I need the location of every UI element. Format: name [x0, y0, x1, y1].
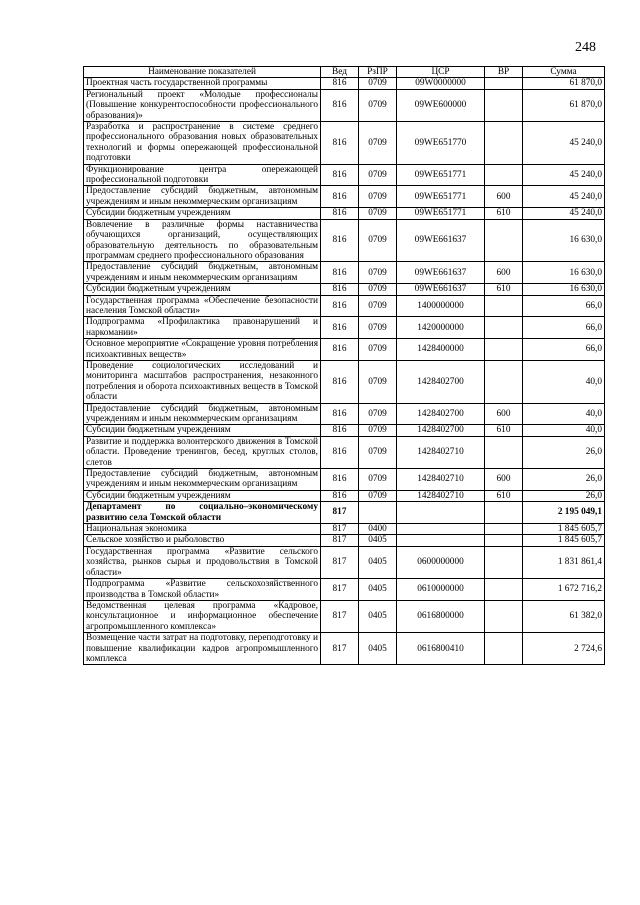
table-row: [84, 502, 605, 524]
cell-vr: [485, 502, 523, 524]
cell-csr: [397, 524, 485, 535]
table-row: [84, 490, 605, 501]
cell-vr: 610: [485, 490, 523, 501]
cell-ved: 817: [321, 546, 359, 578]
cell-csr: 09WE651771: [397, 164, 485, 186]
cell-rzpr: 0709: [359, 469, 397, 491]
table-row: [84, 186, 605, 208]
cell-csr: 1400000000: [397, 295, 485, 317]
cell-vr: [485, 579, 523, 601]
table-row: [84, 546, 605, 578]
cell-ved: 816: [321, 219, 359, 262]
cell-vr: [485, 360, 523, 403]
cell-sum: 40,0: [523, 425, 605, 436]
cell-name: Сельское хозяйство и рыболовство: [84, 535, 321, 546]
cell-rzpr: [359, 502, 397, 524]
header-sum: Сумма: [523, 67, 605, 78]
cell-name: Субсидии бюджетным учреждениям: [84, 425, 321, 436]
cell-sum: 26,0: [523, 469, 605, 491]
table-row: [84, 436, 605, 468]
table-body: [84, 78, 605, 665]
cell-sum: 16 630,0: [523, 262, 605, 284]
table-row: [84, 208, 605, 219]
table-row: [84, 535, 605, 546]
cell-csr: 1428402700: [397, 403, 485, 425]
table-row: [84, 89, 605, 121]
cell-name: Субсидии бюджетным учреждениям: [84, 490, 321, 501]
cell-sum: 2 195 049,1: [523, 502, 605, 524]
cell-csr: 1420000000: [397, 317, 485, 339]
cell-sum: 1 672 716,2: [523, 579, 605, 601]
cell-sum: 45 240,0: [523, 164, 605, 186]
cell-csr: [397, 535, 485, 546]
cell-vr: 600: [485, 403, 523, 425]
cell-vr: 610: [485, 425, 523, 436]
header-csr: ЦСР: [397, 67, 485, 78]
cell-sum: 1 831 861,4: [523, 546, 605, 578]
cell-sum: 2 724,6: [523, 633, 605, 665]
table-row: [84, 339, 605, 361]
table-row: [84, 122, 605, 165]
cell-rzpr: 0709: [359, 295, 397, 317]
cell-sum: 40,0: [523, 360, 605, 403]
cell-vr: [485, 524, 523, 535]
cell-sum: 45 240,0: [523, 186, 605, 208]
cell-sum: 16 630,0: [523, 219, 605, 262]
cell-vr: [485, 633, 523, 665]
cell-name: Предоставление субсидий бюджетным, автономным учреждениям и иным некоммерческим организациям: [84, 186, 321, 208]
cell-ved: 816: [321, 339, 359, 361]
cell-name: Возмещение части затрат на подготовку, переподготовку и повышение квалификации кадров агропромышленного комплекса: [84, 633, 321, 665]
cell-rzpr: 0709: [359, 122, 397, 165]
cell-name: Основное мероприятие «Сокращение уровня потребления психоактивных веществ»: [84, 339, 321, 361]
cell-sum: 26,0: [523, 436, 605, 468]
cell-csr: [397, 502, 485, 524]
cell-csr: 1428402710: [397, 436, 485, 468]
table-row: [84, 284, 605, 295]
cell-rzpr: 0405: [359, 535, 397, 546]
cell-name: Функционирование центра опережающей профессиональной подготовки: [84, 164, 321, 186]
header-rzpr: РзПР: [359, 67, 397, 78]
table-row: [84, 295, 605, 317]
cell-name: Развитие и поддержка волонтерского движения в Томской области. Проведение тренингов, бесед, круглых столов, слетов: [84, 436, 321, 468]
cell-ved: 817: [321, 579, 359, 601]
table-row: [84, 317, 605, 339]
cell-name: Проектная часть государственной программы: [84, 78, 321, 89]
cell-ved: 816: [321, 317, 359, 339]
cell-csr: 1428402710: [397, 469, 485, 491]
cell-sum: 61 870,0: [523, 89, 605, 121]
cell-rzpr: 0709: [359, 317, 397, 339]
cell-rzpr: 0405: [359, 579, 397, 601]
cell-rzpr: 0709: [359, 89, 397, 121]
cell-csr: 09WE661637: [397, 219, 485, 262]
cell-csr: 09WE661637: [397, 284, 485, 295]
page-number: 248: [575, 40, 596, 55]
cell-sum: 45 240,0: [523, 122, 605, 165]
cell-name: Департамент по социально–экономическому развитию села Томской области: [84, 502, 321, 524]
cell-name: Предоставление субсидий бюджетным, автономным учреждениям и иным некоммерческим организациям: [84, 403, 321, 425]
cell-rzpr: 0709: [359, 164, 397, 186]
cell-vr: 610: [485, 284, 523, 295]
cell-name: Субсидии бюджетным учреждениям: [84, 284, 321, 295]
cell-rzpr: 0709: [359, 208, 397, 219]
cell-name: Субсидии бюджетным учреждениям: [84, 208, 321, 219]
cell-sum: 61 382,0: [523, 600, 605, 632]
table-row: [84, 78, 605, 89]
cell-ved: 816: [321, 360, 359, 403]
cell-csr: 09WE651771: [397, 208, 485, 219]
cell-csr: 0616800000: [397, 600, 485, 632]
cell-ved: 816: [321, 403, 359, 425]
cell-name: Государственная программа «Развитие сельского хозяйства, рынков сырья и продовольствия в Томской области»: [84, 546, 321, 578]
cell-ved: 816: [321, 122, 359, 165]
cell-rzpr: 0709: [359, 436, 397, 468]
cell-sum: 61 870,0: [523, 78, 605, 89]
cell-rzpr: 0405: [359, 633, 397, 665]
cell-sum: 66,0: [523, 317, 605, 339]
cell-ved: 816: [321, 490, 359, 501]
cell-name: Региональный проект «Молодые профессионалы (Повышение конкурентоспособности профессионального образования)»: [84, 89, 321, 121]
cell-sum: 66,0: [523, 339, 605, 361]
cell-name: Проведение социологических исследований и мониторинга масштабов распространения, незаконного потребления и оборота психоактивных веществ в Томской области: [84, 360, 321, 403]
cell-csr: 1428400000: [397, 339, 485, 361]
table-row: [84, 524, 605, 535]
cell-name: Предоставление субсидий бюджетным, автономным учреждениям и иным некоммерческим организациям: [84, 469, 321, 491]
table-row: [84, 633, 605, 665]
cell-ved: 816: [321, 436, 359, 468]
cell-rzpr: 0709: [359, 262, 397, 284]
cell-vr: [485, 436, 523, 468]
cell-csr: 1428402700: [397, 360, 485, 403]
cell-sum: 1 845 605,7: [523, 524, 605, 535]
cell-rzpr: 0405: [359, 546, 397, 578]
cell-csr: 09WE651771: [397, 186, 485, 208]
table-header-row: [84, 67, 605, 78]
table-row: [84, 164, 605, 186]
cell-vr: [485, 219, 523, 262]
cell-name: Вовлечение в различные формы наставничества обучающихся организаций, осуществляющих образовательную деятельность по образовательным программам среднего профессионального образования: [84, 219, 321, 262]
cell-sum: 1 845 605,7: [523, 535, 605, 546]
cell-rzpr: 0709: [359, 425, 397, 436]
header-vr: ВР: [485, 67, 523, 78]
cell-vr: [485, 78, 523, 89]
cell-name: Национальная экономика: [84, 524, 321, 535]
cell-name: Подпрограмма «Профилактика правонарушений и наркомании»: [84, 317, 321, 339]
header-ved: Вед: [321, 67, 359, 78]
cell-csr: 0616800410: [397, 633, 485, 665]
cell-sum: 16 630,0: [523, 284, 605, 295]
cell-ved: 817: [321, 633, 359, 665]
cell-rzpr: 0709: [359, 284, 397, 295]
header-name: Наименование показателей: [84, 67, 321, 78]
cell-ved: 816: [321, 78, 359, 89]
cell-sum: 40,0: [523, 403, 605, 425]
cell-ved: 816: [321, 295, 359, 317]
cell-ved: 816: [321, 469, 359, 491]
cell-name: Государственная программа «Обеспечение безопасности населения Томской области»: [84, 295, 321, 317]
cell-ved: 817: [321, 600, 359, 632]
cell-name: Ведомственная целевая программа «Кадровое, консультационное и информационное обеспечение агропромышленного комплекса»: [84, 600, 321, 632]
cell-csr: 09WE661637: [397, 262, 485, 284]
cell-csr: 0610000000: [397, 579, 485, 601]
cell-ved: 816: [321, 425, 359, 436]
cell-sum: 26,0: [523, 490, 605, 501]
cell-vr: [485, 122, 523, 165]
cell-vr: 600: [485, 262, 523, 284]
cell-ved: 817: [321, 535, 359, 546]
table-row: [84, 600, 605, 632]
cell-rzpr: 0709: [359, 78, 397, 89]
cell-csr: 1428402710: [397, 490, 485, 501]
table-row: [84, 425, 605, 436]
table-row: [84, 219, 605, 262]
cell-vr: [485, 600, 523, 632]
cell-csr: 0600000000: [397, 546, 485, 578]
cell-vr: 600: [485, 469, 523, 491]
cell-ved: 817: [321, 524, 359, 535]
budget-table: [83, 66, 605, 665]
cell-ved: 816: [321, 89, 359, 121]
cell-rzpr: 0405: [359, 600, 397, 632]
table-row: [84, 403, 605, 425]
cell-vr: [485, 89, 523, 121]
cell-csr: 09WE651770: [397, 122, 485, 165]
cell-vr: [485, 339, 523, 361]
cell-ved: 816: [321, 208, 359, 219]
cell-rzpr: 0709: [359, 219, 397, 262]
cell-ved: 816: [321, 164, 359, 186]
cell-csr: 09W0000000: [397, 78, 485, 89]
cell-rzpr: 0709: [359, 490, 397, 501]
cell-name: Подпрограмма «Развитие сельскохозяйственного производства в Томской области»: [84, 579, 321, 601]
cell-rzpr: 0709: [359, 186, 397, 208]
cell-vr: [485, 295, 523, 317]
cell-ved: 816: [321, 262, 359, 284]
cell-ved: 816: [321, 284, 359, 295]
cell-vr: 600: [485, 186, 523, 208]
cell-csr: 1428402700: [397, 425, 485, 436]
cell-rzpr: 0709: [359, 403, 397, 425]
table-row: [84, 262, 605, 284]
cell-vr: [485, 317, 523, 339]
cell-vr: [485, 546, 523, 578]
cell-rzpr: 0400: [359, 524, 397, 535]
cell-name: Предоставление субсидий бюджетным, автономным учреждениям и иным некоммерческим организациям: [84, 262, 321, 284]
cell-vr: 610: [485, 208, 523, 219]
cell-sum: 45 240,0: [523, 208, 605, 219]
table-row: [84, 579, 605, 601]
table-row: [84, 469, 605, 491]
cell-vr: [485, 535, 523, 546]
cell-rzpr: 0709: [359, 339, 397, 361]
cell-ved: 816: [321, 186, 359, 208]
cell-csr: 09WE600000: [397, 89, 485, 121]
table-row: [84, 360, 605, 403]
cell-vr: [485, 164, 523, 186]
cell-ved: 817: [321, 502, 359, 524]
cell-name: Разработка и распространение в системе среднего профессионального образования новых образовательных технологий и формы опережающей профессиональной подготовки: [84, 122, 321, 165]
cell-rzpr: 0709: [359, 360, 397, 403]
cell-sum: 66,0: [523, 295, 605, 317]
